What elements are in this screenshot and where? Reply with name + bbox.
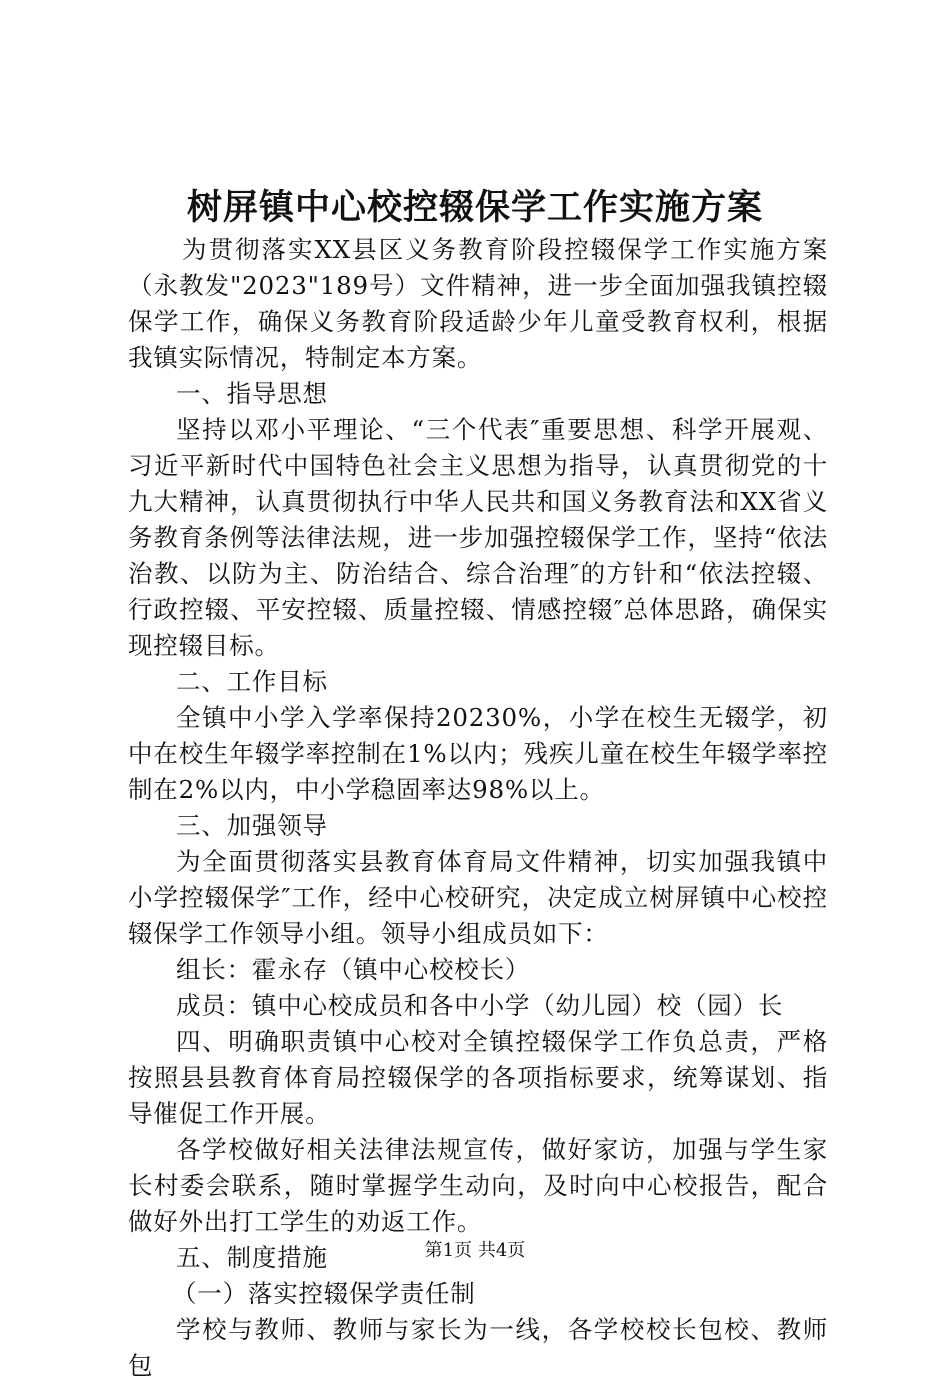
subsection-heading-responsibility-system: （一）落实控辍保学责任制	[172, 1279, 476, 1308]
schools-duties-paragraph: 各学校做好相关法律法规宣传，做好家访，加强与学生家长村委会联系，随时掌握学生动向，及时向中心校报告，配合做好外出打工学生的劝返工作。	[128, 1135, 828, 1236]
section-heading-measures: 五、制度措施	[176, 1243, 328, 1272]
work-goals-paragraph: 全镇中小学入学率保持20230%，小学在校生无辍学，初中在校生年辍学率控制在1%以内；残疾儿童在校生年辍学率控制在2%以内，中小学稳固率达98%以上。	[128, 703, 828, 804]
members-line: 成员：镇中心校成员和各中小学（幼儿园）校（园）长	[176, 991, 784, 1020]
intro-paragraph: 为贯彻落实XX县区义务教育阶段控辍保学工作实施方案（永教发"2023"189号）文件精神，进一步全面加强我镇控辍保学工作，确保义务教育阶段适龄少年儿童受教育权利，根据我镇实际情况，特制定本方案。	[128, 235, 828, 372]
section-heading-guiding-ideology: 一、指导思想	[176, 379, 328, 408]
document-title: 树屏镇中心校控辍保学工作实施方案	[186, 187, 763, 228]
section-heading-leadership: 三、加强领导	[176, 811, 328, 840]
section-heading-work-goals: 二、工作目标	[176, 667, 328, 696]
page-number: 第1页	[424, 1240, 473, 1261]
document-body	[128, 232, 828, 1384]
responsibility-system-paragraph: 学校与教师、教师与家长为一线，各学校校长包校、教师包	[128, 1315, 828, 1380]
page-footer	[0, 1239, 950, 1263]
leader-line: 组长：霍永存（镇中心校校长）	[176, 955, 531, 984]
leadership-paragraph: 为全面贯彻落实县教育体育局文件精神，切实加强我镇中小学控辍保学″工作，经中心校研究，决定成立树屏镇中心校控辍保学工作领导小组。领导小组成员如下：	[128, 847, 828, 948]
page-total: 共4页	[477, 1240, 526, 1261]
guiding-ideology-paragraph: 坚持以邓小平理论、“三个代表″重要思想、科学开展观、习近平新时代中国特色社会主义思想为指导，认真贯彻党的十九大精神，认真贯彻执行中华人民共和国义务教育法和XX省义务教育条例等法律法规，进一步加强控辍保学工作，坚持“依法治教、以防为主、防治结合、综合治理″的方针和“依法控辍、行政控辍、平安控辍、质量控辍、情感控辍″总体思路，确保实现控辍目标。	[128, 415, 828, 660]
responsibilities-paragraph: 四、明确职责镇中心校对全镇控辍保学工作负总责，严格按照县县教育体育局控辍保学的各项指标要求，统筹谋划、指导催促工作开展。	[128, 1027, 828, 1128]
